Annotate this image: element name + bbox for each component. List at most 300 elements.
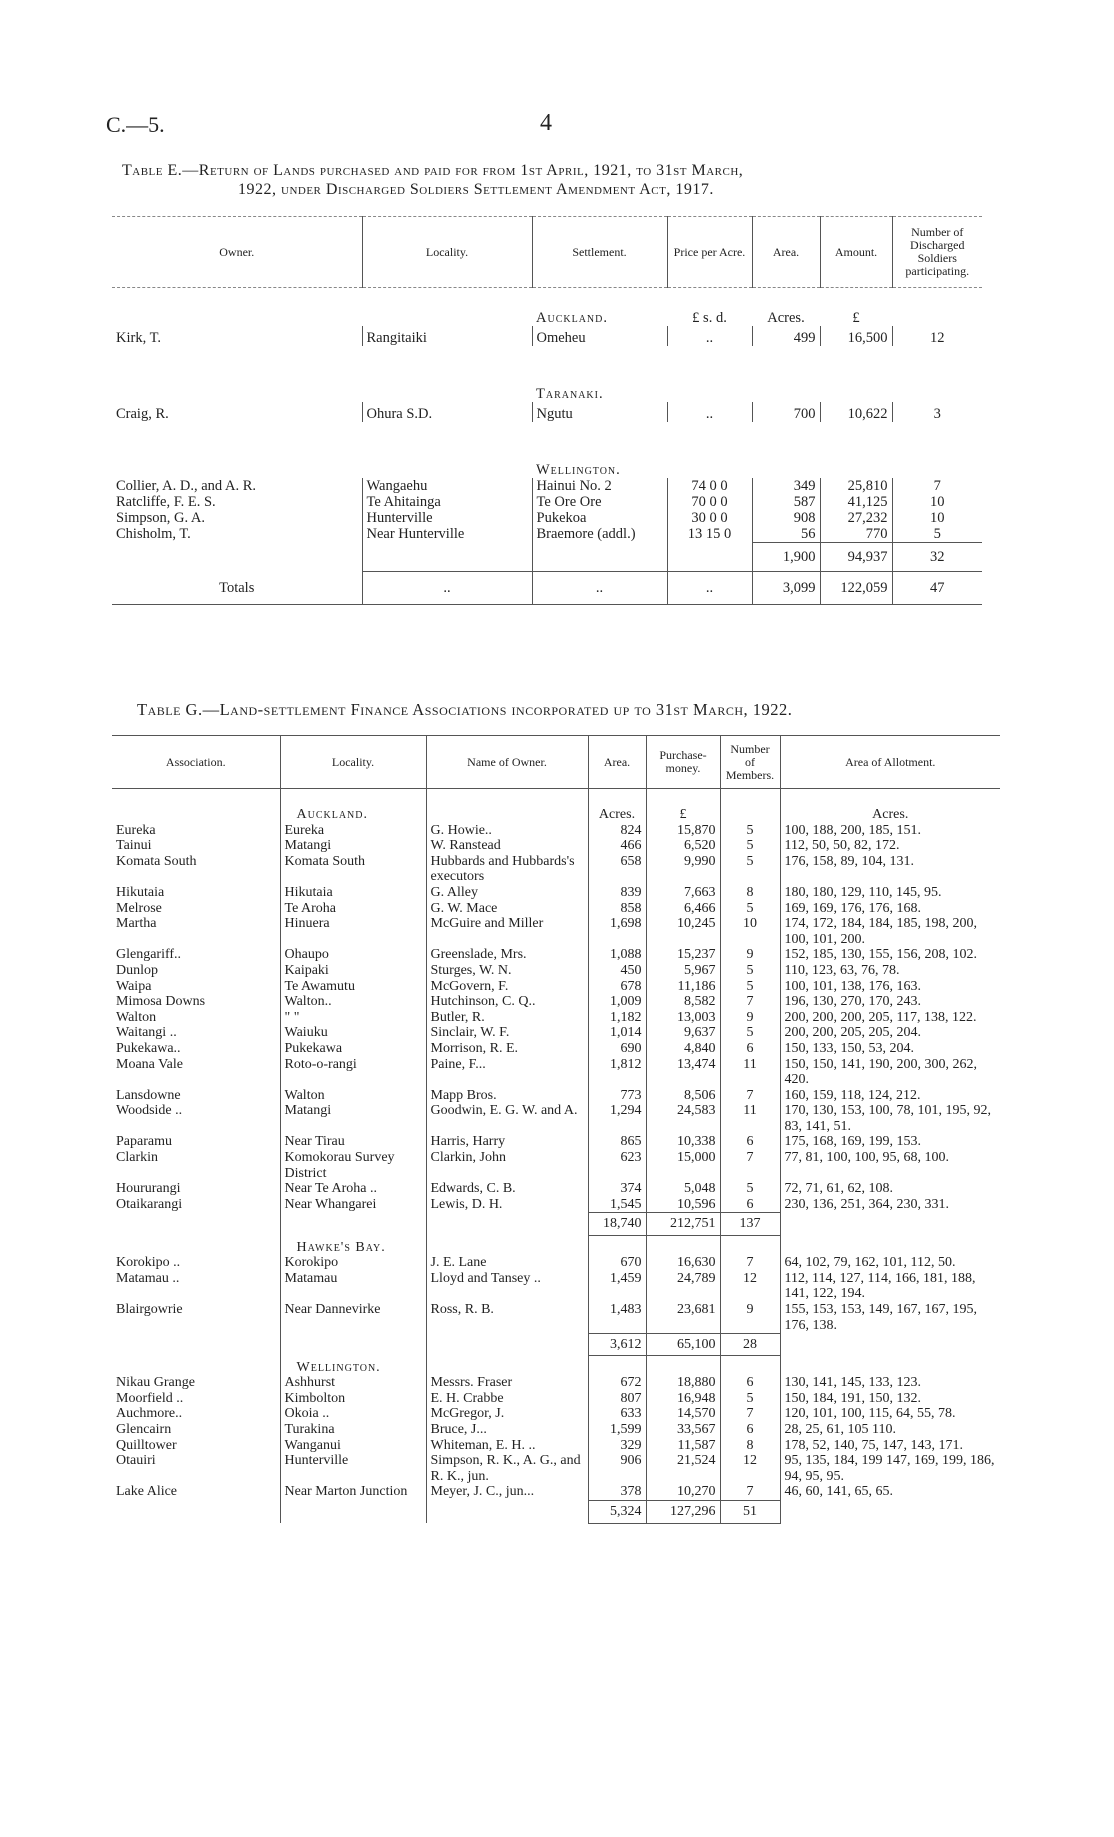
members-cell: 7: [720, 1088, 780, 1104]
members-cell: 7: [720, 1484, 780, 1500]
price-cell: 30 0 0: [667, 510, 752, 526]
allotment-cell: 77, 81, 100, 100, 95, 68, 100.: [780, 1150, 1000, 1181]
members-cell: 5: [720, 979, 780, 995]
subtotal-area: 18,740: [588, 1213, 646, 1236]
blank-cell: [112, 789, 280, 823]
association-cell: Tainui: [116, 838, 152, 854]
association-cell: Paparamu: [116, 1134, 172, 1150]
locality-cell: Near Te Aroha ..: [280, 1181, 426, 1197]
column-header: Area of Allotment.: [780, 736, 1000, 789]
area-cell: 807: [588, 1391, 646, 1407]
association-cell: Korokipo ..: [116, 1255, 181, 1271]
association-cell: Woodside ..: [116, 1103, 183, 1119]
allotment-cell: 95, 135, 184, 199 147, 169, 199, 186, 94, 95, 95.: [780, 1453, 1000, 1484]
area-cell: 349: [752, 478, 820, 494]
allotment-cell: 200, 200, 200, 205, 117, 138, 122.: [780, 1010, 1000, 1026]
locality-cell: Te Ahitainga: [362, 494, 532, 510]
blank-cell: [780, 1236, 1000, 1256]
allotment-cell: 112, 114, 127, 114, 166, 181, 188, 141, 122, 194.: [780, 1271, 1000, 1302]
association-cell: Clarkin: [116, 1150, 158, 1166]
price-cell: 13 15 0: [667, 526, 752, 543]
owner-cell: Hubbards and Hubbards's executors: [426, 854, 588, 885]
blank-cell: [720, 789, 780, 823]
owner-cell: Simpson, R. K., A. G., and R. K., jun.: [426, 1453, 588, 1484]
locality-cell: Near Dannevirke: [280, 1302, 426, 1333]
area-cell: 1,812: [588, 1057, 646, 1088]
allotment-cell: 169, 169, 176, 176, 168.: [780, 901, 1000, 917]
locality-cell: Komata South: [280, 854, 426, 885]
price-unit: £ s. d.: [692, 310, 727, 326]
members-cell: 9: [720, 1010, 780, 1026]
owner-cell: G. Howie..: [426, 823, 588, 839]
area-cell: 466: [588, 838, 646, 854]
blank-cell: [646, 1356, 720, 1376]
allotment-cell: 176, 158, 89, 104, 131.: [780, 854, 1000, 885]
blank-cell: [112, 1333, 280, 1356]
region-heading: Taranaki.: [536, 386, 604, 402]
data-row: [112, 326, 982, 346]
price-cell: ..: [667, 402, 752, 422]
locality-cell: " ": [280, 1010, 426, 1026]
blank-cell: [112, 1501, 280, 1524]
region-row: [112, 1356, 1000, 1376]
settlement-cell: Omeheu: [532, 326, 667, 346]
members-cell: 7: [720, 1150, 780, 1181]
locality-cell: Turakina: [280, 1422, 426, 1438]
association-cell: Komata South: [116, 853, 197, 869]
locality-cell: Roto-o-rangi: [280, 1057, 426, 1088]
blank-cell: [820, 346, 892, 402]
blank-cell: [780, 1501, 1000, 1524]
allotment-cell: 150, 184, 191, 150, 132.: [780, 1391, 1000, 1407]
owner-cell: Butler, R.: [426, 1010, 588, 1026]
totals-label: Totals: [112, 572, 362, 605]
subtotal-area: 3,612: [588, 1333, 646, 1356]
locality-cell: Wanganui: [280, 1438, 426, 1454]
area-cell: 700: [752, 402, 820, 422]
subtotal-row: [112, 1501, 1000, 1524]
area-cell: 839: [588, 885, 646, 901]
money-cell: 6,520: [646, 838, 720, 854]
settlement-cell: Pukekoa: [532, 510, 667, 526]
subtotal-members: 137: [720, 1213, 780, 1236]
allotment-cell: 120, 101, 100, 115, 64, 55, 78.: [780, 1406, 1000, 1422]
blank-cell: ..: [362, 572, 532, 605]
owner-cell: Whiteman, E. H. ..: [426, 1438, 588, 1454]
soldiers-cell: 10: [892, 494, 982, 510]
column-header: Area.: [588, 736, 646, 789]
blank-cell: [588, 1356, 646, 1376]
owner-cell: Sinclair, W. F.: [426, 1025, 588, 1041]
association-cell: Melrose: [116, 900, 162, 916]
area-cell: 623: [588, 1150, 646, 1181]
locality-cell: Near Hunterville: [362, 526, 532, 543]
locality-cell: Eureka: [280, 823, 426, 839]
blank-cell: [112, 543, 362, 572]
allotment-cell: 130, 141, 145, 133, 123.: [780, 1375, 1000, 1391]
data-row: [112, 947, 1000, 963]
column-header: Owner.: [112, 217, 362, 288]
owner-cell: Morrison, R. E.: [426, 1041, 588, 1057]
blank-cell: [112, 1356, 280, 1376]
area-cell: 1,459: [588, 1271, 646, 1302]
owner-cell: Clarkin, John: [426, 1150, 588, 1181]
table-e: [112, 216, 982, 605]
association-cell: Waipa: [116, 978, 152, 994]
association-cell: Waitangi ..: [116, 1025, 177, 1041]
association-cell: Pukekawa..: [116, 1040, 181, 1056]
column-header: Name of Owner.: [426, 736, 588, 789]
members-cell: 5: [720, 963, 780, 979]
column-header: Amount.: [820, 217, 892, 288]
allotment-cell: 28, 25, 61, 105 110.: [780, 1422, 1000, 1438]
region-heading: Auckland.: [280, 789, 426, 823]
allotment-cell: 230, 136, 251, 364, 230, 331.: [780, 1197, 1000, 1213]
data-row: [112, 478, 982, 494]
region-row: [112, 789, 1000, 823]
members-cell: 9: [720, 1302, 780, 1333]
blank-cell: [112, 1213, 280, 1236]
members-cell: 5: [720, 901, 780, 917]
data-row: [112, 916, 1000, 947]
column-header: Association.: [112, 736, 280, 789]
locality-cell: Near Marton Junction: [280, 1484, 426, 1500]
data-row: [112, 823, 1000, 839]
association-cell: Eureka: [116, 822, 156, 838]
area-cell: 1,599: [588, 1422, 646, 1438]
blank-cell: [532, 543, 667, 572]
money-cell: 15,237: [646, 947, 720, 963]
locality-cell: Matangi: [280, 1103, 426, 1134]
totals-area: 3,099: [752, 572, 820, 605]
subtotal-money: 212,751: [646, 1213, 720, 1236]
allotment-cell: 150, 150, 141, 190, 200, 300, 262, 420.: [780, 1057, 1000, 1088]
members-cell: 9: [720, 947, 780, 963]
column-header: Locality.: [280, 736, 426, 789]
allotment-cell: 100, 188, 200, 185, 151.: [780, 823, 1000, 839]
locality-cell: Korokipo: [280, 1255, 426, 1271]
region-heading: Wellington.: [536, 462, 621, 478]
area-cell: 1,088: [588, 947, 646, 963]
area-cell: 773: [588, 1088, 646, 1104]
owner-cell: Lloyd and Tansey ..: [426, 1271, 588, 1302]
blank-cell: [112, 422, 362, 478]
locality-cell: Ashhurst: [280, 1375, 426, 1391]
locality-cell: Kaipaki: [280, 963, 426, 979]
area-cell: 374: [588, 1181, 646, 1197]
subtotal-area: 1,900: [752, 543, 820, 572]
owner-cell: Collier, A. D., and A. R.: [116, 478, 256, 494]
data-row: [112, 1255, 1000, 1271]
blank-cell: [280, 1213, 426, 1236]
money-cell: 8,582: [646, 994, 720, 1010]
money-cell: 4,840: [646, 1041, 720, 1057]
money-cell: 11,186: [646, 979, 720, 995]
area-cell: 1,294: [588, 1103, 646, 1134]
area-cell: 587: [752, 494, 820, 510]
table-g: [112, 735, 1000, 1524]
soldiers-cell: 5: [892, 526, 982, 543]
locality-cell: Hunterville: [362, 510, 532, 526]
locality-cell: Te Aroha: [280, 901, 426, 917]
locality-cell: Komokorau Survey District: [280, 1150, 426, 1181]
data-row: [112, 526, 982, 543]
allotment-cell: 152, 185, 130, 155, 156, 208, 102.: [780, 947, 1000, 963]
data-row: [112, 994, 1000, 1010]
money-cell: 23,681: [646, 1302, 720, 1333]
amount-cell: 25,810: [820, 478, 892, 494]
locality-cell: Matangi: [280, 838, 426, 854]
association-cell: Walton: [116, 1009, 157, 1025]
locality-cell: Ohaupo: [280, 947, 426, 963]
members-cell: 5: [720, 838, 780, 854]
owner-cell: McGuire and Miller: [426, 916, 588, 947]
area-cell: 906: [588, 1453, 646, 1484]
area-cell: 329: [588, 1438, 646, 1454]
locality-cell: Near Whangarei: [280, 1197, 426, 1213]
blank-cell: [362, 543, 532, 572]
blank-cell: [752, 346, 820, 402]
owner-cell: Bruce, J...: [426, 1422, 588, 1438]
subtotal-money: 65,100: [646, 1333, 720, 1356]
locality-cell: Matamau: [280, 1271, 426, 1302]
data-row: [112, 1406, 1000, 1422]
price-cell: ..: [667, 326, 752, 346]
data-row: [112, 1484, 1000, 1500]
data-row: [112, 1271, 1000, 1302]
allotment-cell: 178, 52, 140, 75, 147, 143, 171.: [780, 1438, 1000, 1454]
data-row: [112, 854, 1000, 885]
owner-cell: Kirk, T.: [116, 330, 161, 346]
money-unit: £: [646, 789, 720, 823]
locality-cell: Ohura S.D.: [362, 402, 532, 422]
owner-cell: Mapp Bros.: [426, 1088, 588, 1104]
money-cell: 10,245: [646, 916, 720, 947]
owner-cell: W. Ranstead: [426, 838, 588, 854]
price-cell: 70 0 0: [667, 494, 752, 510]
allotment-cell: 174, 172, 184, 184, 185, 198, 200, 100, 101, 200.: [780, 916, 1000, 947]
association-cell: Otaikarangi: [116, 1196, 183, 1212]
allotment-cell: 112, 50, 50, 82, 172.: [780, 838, 1000, 854]
data-row: [112, 402, 982, 422]
area-cell: 672: [588, 1375, 646, 1391]
money-cell: 33,567: [646, 1422, 720, 1438]
blank-cell: [646, 1236, 720, 1256]
blank-cell: [426, 1213, 588, 1236]
money-cell: 13,003: [646, 1010, 720, 1026]
subtotal-money: 127,296: [646, 1501, 720, 1524]
area-cell: 1,545: [588, 1197, 646, 1213]
blank-cell: [720, 1236, 780, 1256]
owner-cell: Meyer, J. C., jun...: [426, 1484, 588, 1500]
members-cell: 6: [720, 1041, 780, 1057]
locality-cell: Rangitaiki: [362, 326, 532, 346]
blank-cell: ..: [667, 572, 752, 605]
money-cell: 9,990: [646, 854, 720, 885]
data-row: [112, 979, 1000, 995]
blank-cell: [780, 1356, 1000, 1376]
blank-cell: [426, 1236, 588, 1256]
blank-cell: [820, 422, 892, 478]
data-row: [112, 1391, 1000, 1407]
subtotal-amount: 94,937: [820, 543, 892, 572]
money-cell: 6,466: [646, 901, 720, 917]
region-row: [112, 1236, 1000, 1256]
data-row: [112, 1041, 1000, 1057]
members-cell: 6: [720, 1197, 780, 1213]
owner-cell: E. H. Crabbe: [426, 1391, 588, 1407]
owner-cell: Edwards, C. B.: [426, 1181, 588, 1197]
locality-cell: Okoia ..: [280, 1406, 426, 1422]
allotment-cell: 64, 102, 79, 162, 101, 112, 50.: [780, 1255, 1000, 1271]
price-cell: 74 0 0: [667, 478, 752, 494]
locality-cell: Te Awamutu: [280, 979, 426, 995]
owner-cell: Sturges, W. N.: [426, 963, 588, 979]
money-cell: 14,570: [646, 1406, 720, 1422]
allotment-cell: 196, 130, 270, 170, 243.: [780, 994, 1000, 1010]
locality-cell: Walton: [280, 1088, 426, 1104]
owner-cell: Craig, R.: [116, 406, 169, 422]
blank-cell: [892, 346, 982, 402]
column-header: Area.: [752, 217, 820, 288]
area-cell: 499: [752, 326, 820, 346]
money-cell: 10,270: [646, 1484, 720, 1500]
area-cell: 678: [588, 979, 646, 995]
owner-cell: Chisholm, T.: [116, 526, 191, 542]
area-cell: 658: [588, 854, 646, 885]
association-cell: Otauiri: [116, 1453, 156, 1469]
region-row: [112, 288, 982, 327]
amount-cell: 41,125: [820, 494, 892, 510]
subtotal-row: [112, 543, 982, 572]
column-header: Number of Discharged Soldiers participating.: [892, 217, 982, 288]
locality-cell: Hikutaia: [280, 885, 426, 901]
money-cell: 15,000: [646, 1150, 720, 1181]
members-cell: 8: [720, 885, 780, 901]
money-cell: 9,637: [646, 1025, 720, 1041]
amount-cell: 27,232: [820, 510, 892, 526]
association-cell: Moana Vale: [116, 1056, 183, 1072]
data-row: [112, 1453, 1000, 1484]
soldiers-cell: 7: [892, 478, 982, 494]
owner-cell: G. W. Mace: [426, 901, 588, 917]
owner-cell: McGregor, J.: [426, 1406, 588, 1422]
data-row: [112, 885, 1000, 901]
members-cell: 12: [720, 1453, 780, 1484]
allotment-cell: 155, 153, 153, 149, 167, 167, 195, 176, 138.: [780, 1302, 1000, 1333]
association-cell: Hikutaia: [116, 884, 165, 900]
data-row: [112, 1134, 1000, 1150]
locality-cell: Wangaehu: [362, 478, 532, 494]
area-cell: 1,182: [588, 1010, 646, 1026]
association-cell: Blairgowrie: [116, 1301, 183, 1317]
allotment-cell: 180, 180, 129, 110, 145, 95.: [780, 885, 1000, 901]
subtotal-row: [112, 1213, 1000, 1236]
table-e-title-line1: Table E.—Return of Lands purchased and paid for from 1st April, 1921, to 31st March,: [122, 162, 744, 179]
blank-cell: [588, 1236, 646, 1256]
allotment-cell: 150, 133, 150, 53, 204.: [780, 1041, 1000, 1057]
blank-cell: [780, 1333, 1000, 1356]
region-row: [112, 422, 982, 478]
owner-cell: Messrs. Fraser: [426, 1375, 588, 1391]
settlement-cell: Ngutu: [532, 402, 667, 422]
data-row: [112, 1438, 1000, 1454]
money-cell: 5,048: [646, 1181, 720, 1197]
owner-cell: Hutchinson, C. Q..: [426, 994, 588, 1010]
soldiers-cell: 3: [892, 402, 982, 422]
data-row: [112, 1302, 1000, 1333]
area-cell: 633: [588, 1406, 646, 1422]
allotment-cell: 200, 200, 205, 205, 204.: [780, 1025, 1000, 1041]
area-unit: Acres.: [767, 310, 805, 326]
association-cell: Nikau Grange: [116, 1375, 195, 1391]
blank-cell: [362, 288, 532, 327]
subtotal-area: 5,324: [588, 1501, 646, 1524]
totals-amount: 122,059: [820, 572, 892, 605]
amount-unit: £: [852, 310, 860, 326]
owner-cell: Paine, F...: [426, 1057, 588, 1088]
blank-cell: [892, 288, 982, 327]
allotment-cell: 110, 123, 63, 76, 78.: [780, 963, 1000, 979]
data-row: [112, 494, 982, 510]
data-row: [112, 901, 1000, 917]
owner-cell: Ratcliffe, F. E. S.: [116, 494, 216, 510]
blank-cell: [426, 789, 588, 823]
region-heading: Hawke's Bay.: [280, 1236, 426, 1256]
members-cell: 5: [720, 1025, 780, 1041]
owner-cell: Simpson, G. A.: [116, 510, 206, 526]
owner-cell: Goodwin, E. G. W. and A.: [426, 1103, 588, 1134]
association-cell: Martha: [116, 916, 157, 932]
data-row: [112, 1025, 1000, 1041]
area-cell: 858: [588, 901, 646, 917]
owner-cell: Greenslade, Mrs.: [426, 947, 588, 963]
members-cell: 12: [720, 1271, 780, 1302]
allotment-cell: 160, 159, 118, 124, 212.: [780, 1088, 1000, 1104]
money-cell: 18,880: [646, 1375, 720, 1391]
blank-cell: [426, 1333, 588, 1356]
members-cell: 6: [720, 1422, 780, 1438]
money-cell: 13,474: [646, 1057, 720, 1088]
area-cell: 1,698: [588, 916, 646, 947]
subtotal-soldiers: 32: [892, 543, 982, 572]
members-cell: 5: [720, 1181, 780, 1197]
blank-cell: [112, 288, 362, 327]
area-cell: 670: [588, 1255, 646, 1271]
area-cell: 378: [588, 1484, 646, 1500]
owner-cell: Ross, R. B.: [426, 1302, 588, 1333]
table-e-title-line2: 1922, under Discharged Soldiers Settlement Amendment Act, 1917.: [238, 181, 714, 198]
area-cell: 824: [588, 823, 646, 839]
soldiers-cell: 10: [892, 510, 982, 526]
page-number: 4: [540, 110, 552, 136]
amount-cell: 16,500: [820, 326, 892, 346]
area-cell: 908: [752, 510, 820, 526]
subtotal-members: 51: [720, 1501, 780, 1524]
blank-cell: [752, 422, 820, 478]
area-cell: 690: [588, 1041, 646, 1057]
blank-cell: [112, 346, 362, 402]
money-cell: 10,596: [646, 1197, 720, 1213]
data-row: [112, 510, 982, 526]
blank-cell: [362, 346, 532, 402]
locality-cell: Hunterville: [280, 1453, 426, 1484]
money-cell: 24,583: [646, 1103, 720, 1134]
members-cell: 6: [720, 1375, 780, 1391]
locality-cell: Waiuku: [280, 1025, 426, 1041]
settlement-cell: Braemore (addl.): [532, 526, 667, 543]
data-row: [112, 1088, 1000, 1104]
